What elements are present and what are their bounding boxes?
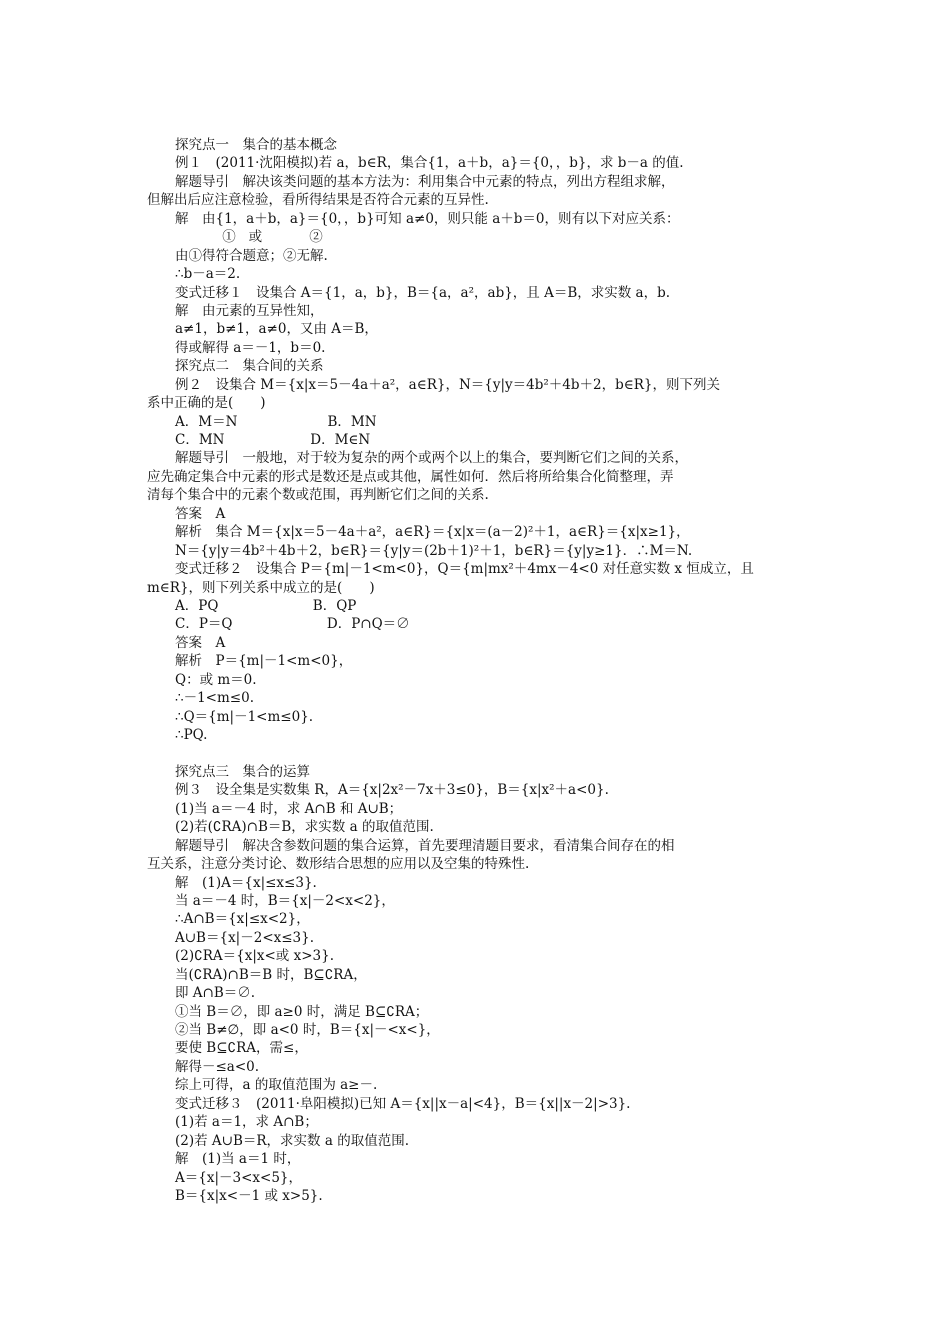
text-line: 当(∁RA)∩B＝B 时，B⊆∁RA， [175,966,367,983]
text-line: 解析 集合 M＝{x|x＝5－4a＋a²，a∈R}＝{x|x＝(a－2)²＋1，a∈R}＝{x|x≥1}， [175,524,690,541]
text-line: 答案 A [175,634,226,651]
text-line: 例１ (2011·沈阳模拟)若 a，b∈R，集合{1，a＋b，a}＝{0，，b}，求 b－a 的值. [175,155,684,172]
text-line: 探究点三 集合的运算 [175,763,310,780]
text-line: 变式迁移３ (2011·阜阳模拟)已知 A＝{x||x－a|<4}，B＝{x||x－2|>3}. [175,1095,631,1112]
text-line: C．P＝Q D．P∩Q＝∅ [175,616,410,633]
text-line: 互关系，注意分类讨论、数形结合思想的应用以及空集的特殊性. [147,856,530,873]
text-line: a≠1，b≠1，a≠0，又由 A＝B， [175,321,378,338]
text-line: 解 (1)A＝{x|≤x≤3}. [175,874,317,891]
text-line: B＝{x|x<－1 或 x>5}. [175,1187,323,1204]
text-line: 但解出后应注意检验，看所得结果是否符合元素的互异性. [147,192,489,209]
text-line: ① 或 ② [175,229,323,246]
text-line: 要使 B⊆∁RA，需≤， [175,1040,308,1057]
text-line: 综上可得，a 的取值范围为 a≥－. [175,1077,378,1094]
text-line: ∴A∩B＝{x|≤x<2}， [175,911,310,928]
text-line: ∴PQ. [175,727,208,743]
text-line: 解题导引 解决该类问题的基本方法为：利用集合中元素的特点，列出方程组求解， [175,173,675,190]
text-line: 解 由元素的互异性知， [175,302,324,319]
text-line: 例３ 设全集是实数集 R，A＝{x|2x²－7x＋3≤0}，B＝{x|x²＋a<0}. [175,782,609,799]
text-line: 解 (1)当 a＝1 时， [175,1151,301,1168]
text-line: (2)若 A∪B＝R，求实数 a 的取值范围. [175,1132,409,1149]
text-line: m∈R}，则下列关系中成立的是( ) [147,579,375,596]
text-line: 解 由{1，a＋b，a}＝{0，，b}可知 a≠0，则只能 a＋b＝0，则有以下对应关系： [175,210,680,227]
text-line: A∪B＝{x|－2<x≤3}. [175,929,315,946]
text-line: ∴Q＝{m|－1<m≤0}. [175,708,314,725]
text-line: 变式迁移２ 设集合 P＝{m|－1<m<0}，Q＝{m|mx²＋4mx－4<0 对任意实数 x 恒成立，且 [175,561,754,578]
text-line: 当 a＝－4 时，B＝{x|－2<x<2}， [175,892,395,909]
text-line: 解题导引 一般地，对于较为复杂的两个或两个以上的集合，要判断它们之间的关系， [175,450,688,467]
blank-line [147,744,820,762]
text-body [147,136,820,1205]
text-line: 探究点二 集合间的关系 [175,358,324,375]
text-line: C．MN D．M∈N [175,432,371,448]
text-line: 系中正确的是( ) [147,395,266,412]
text-line: ∴b－a＝2. [175,266,241,283]
text-line: (1)当 a＝－4 时，求 A∩B 和 A∪B； [175,800,403,817]
text-line: Q：或 m＝0. [175,671,257,688]
text-line: 解得－≤a<0. [175,1058,260,1075]
text-line: ②当 B≠∅，即 a<0 时，B＝{x|－<x<}， [175,1022,440,1038]
text-line: A＝{x|－3<x<5}， [175,1169,303,1186]
text-line: 清每个集合中的元素个数或范围，再判断它们之间的关系. [147,487,489,504]
text-line: 即 A∩B＝∅. [175,985,256,1002]
text-line: 探究点一 集合的基本概念 [175,137,337,153]
text-line: 得或解得 a＝－1，b＝0. [175,339,326,356]
text-line: 由①得符合题意；②无解. [175,247,328,264]
text-line: 变式迁移１ 设集合 A＝{1，a，b}，B＝{a，a²，ab}，且 A＝B，求实数 a，b. [175,284,671,301]
text-line: (2)∁RA＝{x|x<或 x>3}. [175,948,334,965]
text-line: (1)若 a＝1，求 A∩B； [175,1114,318,1131]
text-line: (2)若(∁RA)∩B＝B，求实数 a 的取值范围. [175,819,434,836]
text-line: 答案 A [175,505,226,522]
text-line: N＝{y|y＝4b²＋4b＋2，b∈R}＝{y|y＝(2b＋1)²＋1，b∈R}＝{y|y≥1}．∴M＝N. [175,542,693,559]
text-line: 解题导引 解决含参数问题的集合运算，首先要理清题目要求，看清集合间存在的相 [175,837,675,854]
text-line: A．PQ B．QP [175,597,357,614]
text-line: 应先确定集合中元素的形式是数还是点或其他，属性如何．然后将所给集合化简整理，弄 [147,468,674,485]
text-line: ∴－1<m≤0. [175,690,254,707]
text-line: ①当 B＝∅，即 a≥0 时，满足 B⊆∁RA； [175,1003,429,1020]
text-line: A．M＝N B．MN [175,413,377,430]
text-line: 解析 P＝{m|－1<m<0}， [175,653,353,670]
text-line: 例２ 设集合 M＝{x|x＝5－4a＋a²，a∈R}，N＝{y|y＝4b²＋4b＋2，b∈R}，则下列关 [175,376,721,393]
